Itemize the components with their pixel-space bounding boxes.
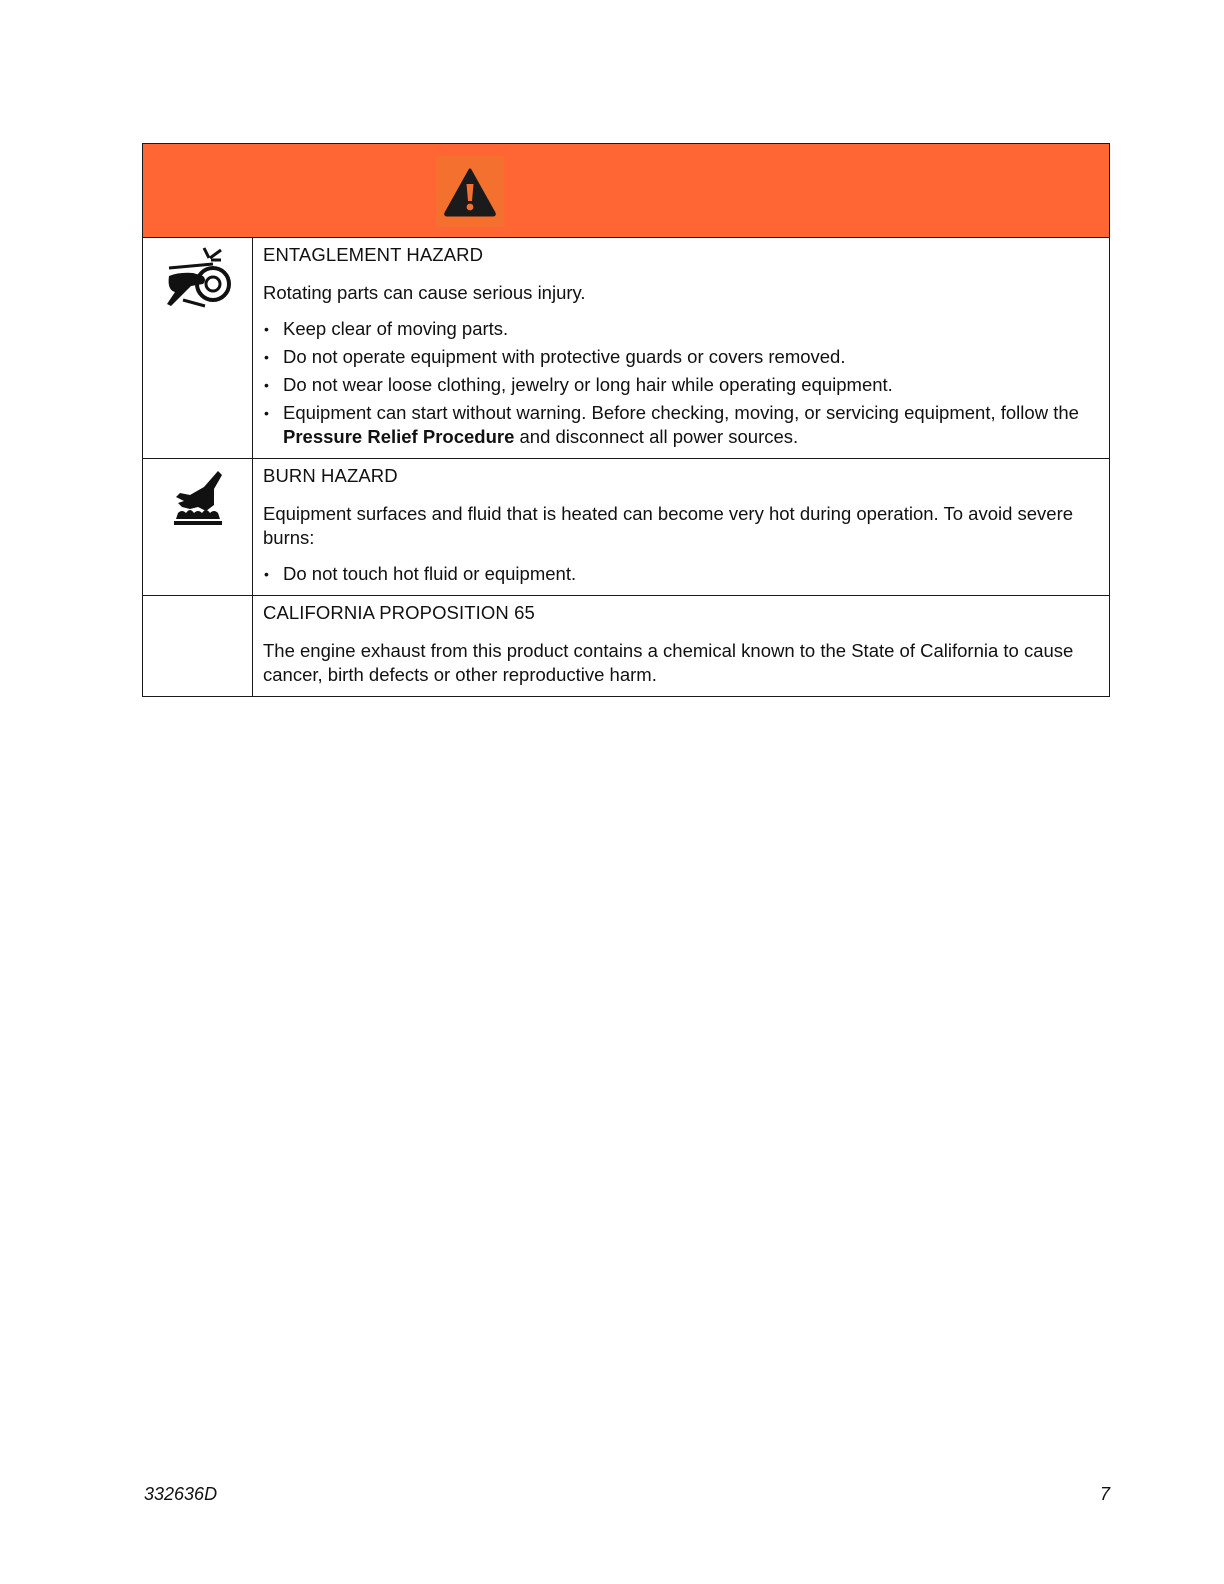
hazard-title: BURN HAZARD [263, 465, 398, 486]
list-item: • Do not operate equipment with protective guards or covers removed. [263, 345, 1099, 369]
list-item: • Keep clear of moving parts. [263, 317, 1099, 341]
hazard-description: Rotating parts can cause serious injury. [263, 282, 586, 303]
warning-table [142, 143, 1110, 697]
bullet-list [263, 317, 1099, 449]
prop65-text [253, 596, 1110, 697]
hazard-description: Equipment surfaces and fluid that is heated can become very hot during operation. To avoid severe burns: [263, 503, 1074, 548]
burn-row [143, 459, 1110, 596]
warning-symbol [436, 156, 504, 227]
icon-cell [143, 238, 253, 459]
burn-hazard-icon [170, 467, 226, 532]
list-item: • Do not touch hot fluid or equipment. [263, 562, 1099, 586]
bullet-text: Equipment can start without warning. Before checking, moving, or servicing equipment, follow the [283, 402, 1079, 423]
page-number: 7 [1099, 1484, 1110, 1504]
bullet-text: and disconnect all power sources. [514, 426, 799, 447]
hazard-title: CALIFORNIA PROPOSITION 65 [263, 602, 535, 623]
bullet-list [263, 562, 1099, 586]
prop65-row [143, 596, 1110, 697]
pressure-relief-reference: Pressure Relief Procedure [283, 426, 515, 447]
hazard-description: The engine exhaust from this product contains a chemical known to the State of California to cause cancer, birth defects or other reproductive harm. [263, 640, 1074, 685]
warning-triangle-icon [444, 167, 496, 217]
document-number: 332636D [144, 1484, 218, 1504]
warning-header [143, 144, 1110, 238]
burn-text [253, 459, 1110, 596]
icon-cell [143, 459, 253, 596]
entanglement-text [253, 238, 1110, 459]
hazard-title: ENTAGLEMENT HAZARD [263, 244, 484, 265]
entanglement-row [143, 238, 1110, 459]
icon-cell [143, 596, 253, 697]
entanglement-icon [163, 246, 233, 317]
list-item [263, 401, 1099, 449]
list-item: • Do not wear loose clothing, jewelry or long hair while operating equipment. [263, 373, 1099, 397]
